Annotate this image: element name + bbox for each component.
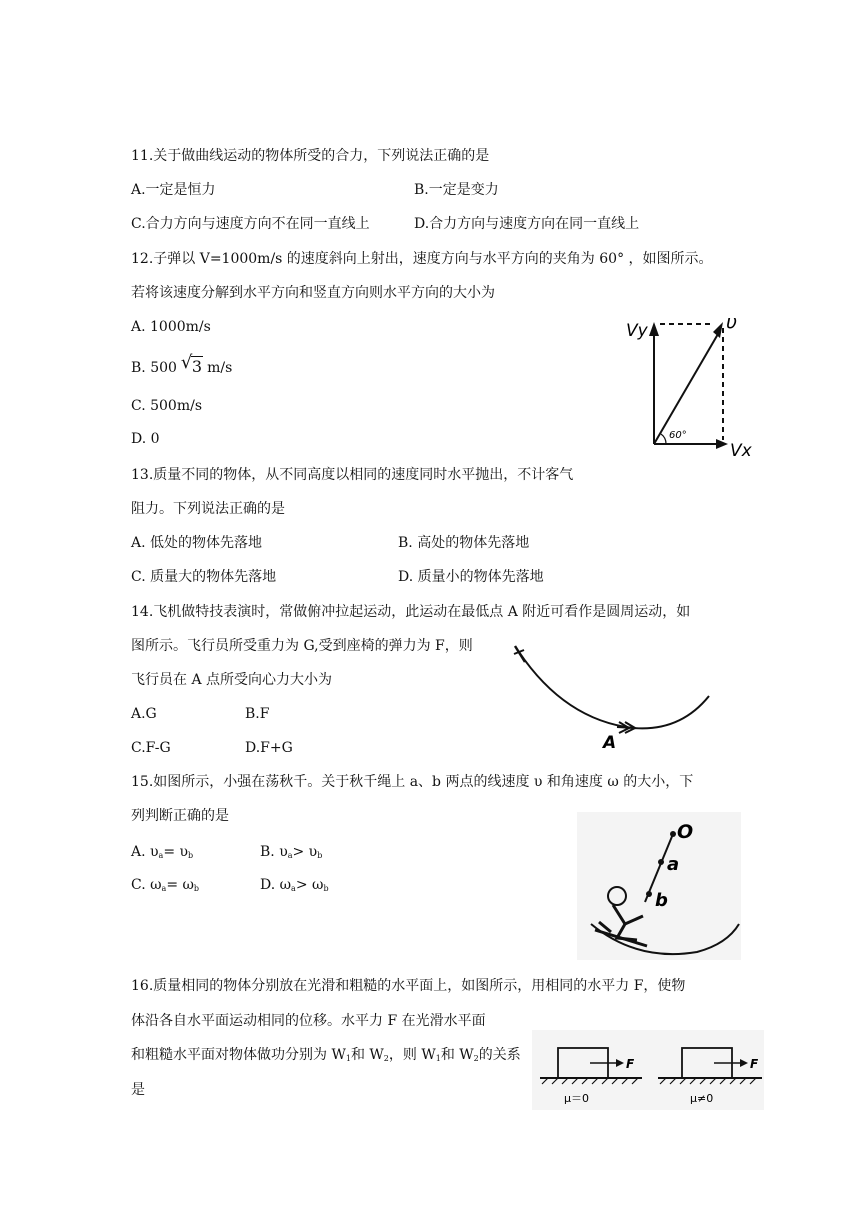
aircraft-loop-figure [505,640,715,752]
q14-stem-line2: 图所示。飞行员所受重力为 G,受到座椅的弹力为 F，则 [131,638,473,654]
angle-label: 60° [669,430,687,441]
v-label: υ [726,311,737,333]
point-b-label: b [655,890,668,911]
q12-option-b [131,352,233,377]
work-comparison-figure [532,1030,764,1110]
direction-arrow-icon [617,722,635,733]
q13-stem-line2: 阻力。下列说法正确的是 [131,501,285,517]
q11-option-b: B.一定是变力 [414,182,499,198]
child-on-swing-icon [595,887,647,946]
q14-stem-line3: 飞行员在 A 点所受向心力大小为 [131,672,333,688]
loop-arc [519,652,709,728]
smooth-surface-diagram [540,1048,642,1105]
q16-stem-line4: 是 [131,1082,145,1098]
velocity-vector-line [654,334,718,444]
vy-label: Vy [626,321,648,341]
q15-stem-line1: 15.如图所示，小强在荡秋千。关于秋千绳上 a、b 两点的线速度 υ 和角速度 ω 的大小，下 [131,774,694,790]
force-label-2: F [750,1057,759,1071]
q16-stem-line3: 和粗糙水平面对物体做功分别为 $W_1$和 $W_2$，则 $W_1$和 $W_2$的关系 [131,1047,521,1063]
q12-stem-line2: 若将该速度分解到水平方向和竖直方向则水平方向的大小为 [131,285,495,301]
mu-label-1: μ＝0 [564,1092,589,1105]
point-a-label: A [603,733,617,752]
mu-label-2: μ≠0 [690,1092,714,1105]
q14-stem-line1: 14.飞机做特技表演时，常做俯冲拉起运动，此运动在最低点 A 附近可看作是圆周运动，如 [131,604,691,620]
q14-option-d: D.F+G [245,740,293,756]
q13-stem-line1: 13.质量不同的物体，从不同高度以相同的速度同时水平抛出，不计客气 [131,467,574,483]
q13-option-a: A. 低处的物体先落地 [131,535,263,551]
q11-option-a: A.一定是恒力 [131,182,216,198]
q13-option-c: C. 质量大的物体先落地 [131,569,277,585]
q13-option-d: D. 质量小的物体先落地 [398,569,544,585]
q11-stem: 11.关于做曲线运动的物体所受的合力，下列说法正确的是 [131,148,490,164]
q12-option-a: A. 1000m/s [131,319,211,335]
vy-arrowhead [649,322,659,336]
force-label-1: F [626,1057,635,1071]
q15-option-d: D. $\omega_a> \omega_b$ [260,877,329,893]
velocity-arrowhead [713,322,723,338]
q16-stem-line2: 体沿各自水平面运动相同的位移。水平力 F 在光滑水平面 [131,1013,486,1029]
q12-stem-line1: 12.子弹以 V=1000m/s 的速度斜向上射出，速度方向与水平方向的夹角为 60° ，如图所示。 [131,251,713,267]
swing-arc [591,924,739,954]
q12-option-b-prefix: B. 500 [131,360,177,376]
q12-option-c: C. 500m/s [131,398,203,414]
q15-stem-line2: 列判断正确的是 [131,808,229,824]
q12-option-d: D. 0 [131,431,160,447]
pivot-point [670,831,676,837]
q11-option-c: C.合力方向与速度方向不在同一直线上 [131,216,370,232]
q15-option-c: C. $\omega_a= \omega_b$ [131,877,200,893]
q14-option-c: C.F-G [131,740,171,756]
swing-figure [577,812,741,960]
q14-option-b: B.F [245,706,270,722]
point-a-label: a [667,854,680,875]
rough-surface-diagram [658,1048,762,1105]
aircraft-icon [514,646,525,662]
q15-option-a: A. $\upsilon_a= \upsilon_b$ [131,844,194,860]
q13-option-b: B. 高处的物体先落地 [398,535,530,551]
vx-arrowhead [716,439,728,449]
q12-option-b-radicand: 3 [191,357,203,376]
q16-stem-line1: 16.质量相同的物体分别放在光滑和粗糙的水平面上，如图所示，用相同的水平力 F，使物 [131,978,686,994]
q11-option-d: D.合力方向与速度方向在同一直线上 [414,216,640,232]
sqrt-symbol: √ 3 [180,352,203,376]
point-b-dot [646,891,652,897]
angle-arc [661,434,666,444]
q15-option-b: B. $\upsilon_a> \upsilon_b$ [260,844,323,860]
vx-label: Vx [730,441,752,461]
point-a-dot [658,859,664,865]
velocity-decomposition-figure [612,308,762,464]
q14-option-a: A.G [131,706,157,722]
pivot-o-label: O [677,821,694,843]
q12-option-b-unit: m/s [207,360,233,376]
